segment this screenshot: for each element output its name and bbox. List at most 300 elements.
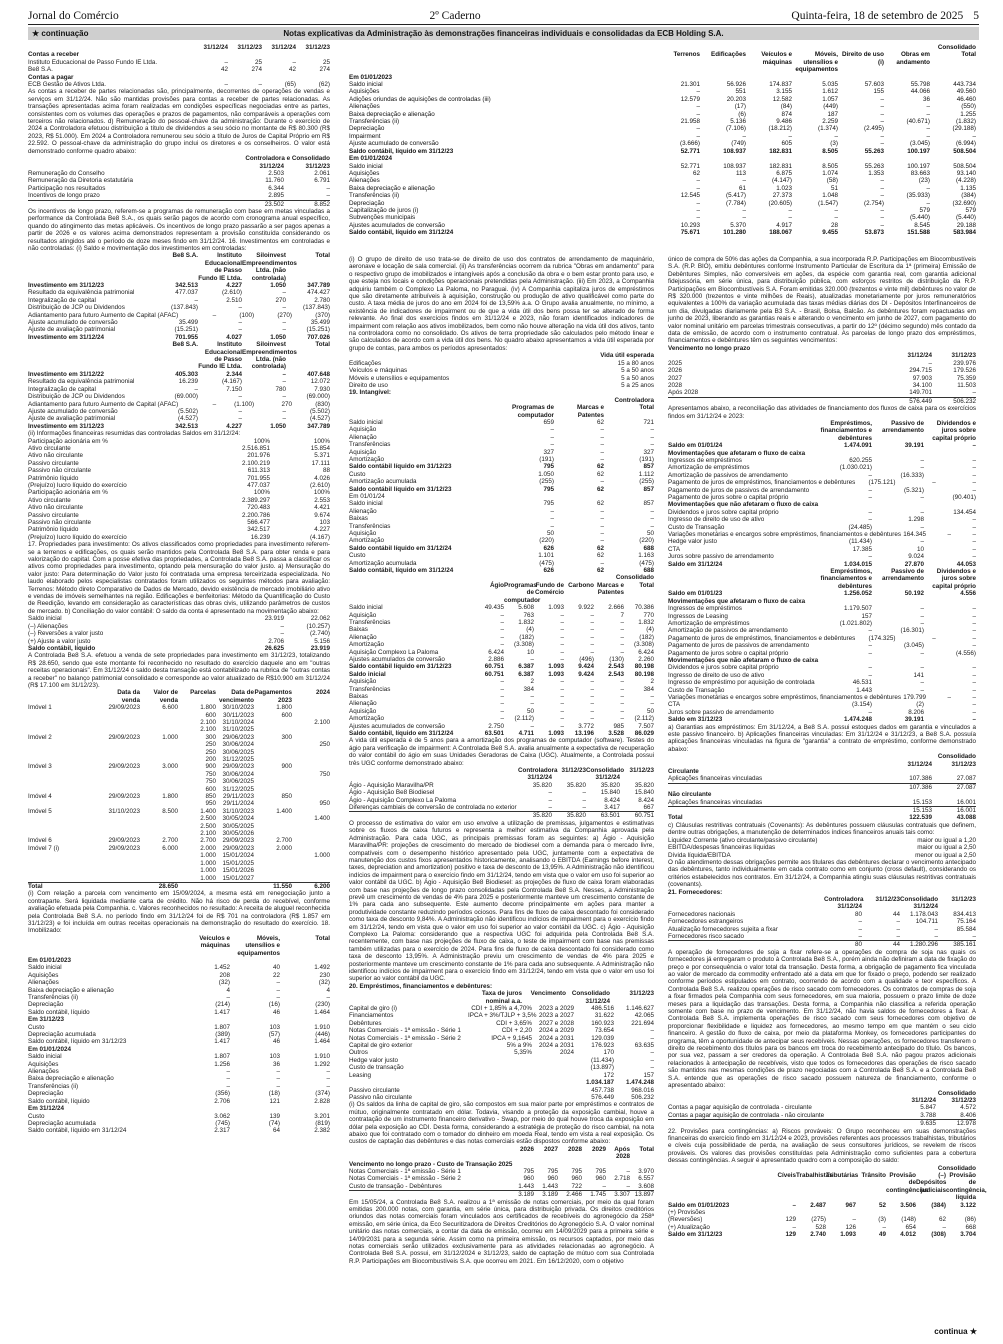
row-label: Ingressos de empréstimos xyxy=(668,456,742,464)
loan-row xyxy=(349,1049,654,1056)
cell-value: 10 xyxy=(526,648,534,656)
cell-value: – xyxy=(560,715,564,723)
cell-value: 2.510 xyxy=(226,296,242,304)
cell-value: (29.188) xyxy=(952,125,976,133)
cell-value: 31/10/2023 xyxy=(108,807,140,815)
table-header-row xyxy=(28,689,330,704)
table-row xyxy=(28,415,330,422)
table-row xyxy=(28,1016,330,1023)
sale-property-label xyxy=(28,712,102,719)
sale-row xyxy=(28,741,330,748)
cell-value: – xyxy=(696,110,700,118)
cell-value: 1.163 xyxy=(638,552,654,560)
cell-value: 9.455 xyxy=(822,229,838,237)
table-column-header: 31/12/23 xyxy=(951,760,976,768)
row-label: Patrimônio líquido xyxy=(28,474,79,482)
cell-value: 2.503 xyxy=(268,169,284,177)
table-row xyxy=(28,489,330,496)
table-row xyxy=(349,515,654,522)
cell-value: – xyxy=(972,523,976,531)
table-row xyxy=(668,1224,976,1231)
row-label: Ativo não circulante xyxy=(28,452,83,460)
table-row xyxy=(668,598,976,605)
cell-value: 2.487 xyxy=(810,1201,826,1209)
sale-row xyxy=(28,867,330,874)
cell-value: 50 xyxy=(646,707,654,715)
cell-value: 294.715 xyxy=(909,367,932,375)
cell-value xyxy=(292,704,330,711)
table-row xyxy=(28,1001,330,1008)
consolidated-fixed-assets-table xyxy=(349,44,976,237)
cell-value xyxy=(946,1209,976,1216)
cell-value: – xyxy=(926,103,930,111)
row-label: Ingresso de direito de uso de ativo xyxy=(668,671,765,679)
cell-value: 4.421 xyxy=(314,504,330,512)
cell-value: 1.280.296 xyxy=(909,941,938,949)
cell-value xyxy=(280,1016,330,1023)
table-header-row xyxy=(668,420,976,442)
cell-value: (745) xyxy=(215,1119,230,1127)
cell-value: 83.663 xyxy=(910,169,930,177)
cell-value: 2.780 xyxy=(314,296,330,304)
row-label: 2026 xyxy=(668,367,683,375)
cell-value: 80.198 xyxy=(634,663,654,671)
sale-row xyxy=(28,749,330,756)
cell-value: – xyxy=(590,633,594,641)
cell-value: 42.065 xyxy=(634,1012,654,1020)
table-row xyxy=(668,360,976,367)
table-row xyxy=(349,641,654,648)
cell-value: 342.517 xyxy=(247,526,270,534)
cell-value: (819) xyxy=(315,1119,330,1127)
cell-value xyxy=(826,1209,856,1216)
table-row xyxy=(28,438,330,445)
cell-value: 620.255 xyxy=(849,456,872,464)
loan-description: Outros xyxy=(349,1049,368,1057)
cell-value: 1.745 xyxy=(590,1191,606,1199)
table-column-header: Data da venda xyxy=(117,689,140,704)
cell-value: 1.178.043 xyxy=(909,910,938,918)
cell-value xyxy=(280,1046,330,1053)
cell-value: – xyxy=(932,634,936,642)
cell-value xyxy=(884,74,930,81)
cell-value: 51 xyxy=(830,184,838,192)
row-label: Movimentações que afetaram o fluxo de caixa xyxy=(668,597,806,605)
cell-value: 967 xyxy=(845,1201,856,1209)
cell-value: 405.303 xyxy=(175,370,198,378)
row-label: Notas Comerciais - 1ª emissão - Série 2 xyxy=(349,1175,461,1183)
cell-value: 12.579 xyxy=(680,95,700,103)
cell-value: – xyxy=(650,522,654,530)
cell-value: 42 xyxy=(220,66,228,74)
cell-value xyxy=(102,867,140,874)
row-label: CTA xyxy=(668,701,681,709)
cell-value: 2.700 xyxy=(276,837,292,845)
table-row xyxy=(349,478,654,485)
row-label: Depreciação xyxy=(28,1001,64,1009)
cell-value: 3.307 xyxy=(614,1191,630,1199)
row-label: Transferências xyxy=(349,685,391,693)
cell-value: 2.706 xyxy=(268,637,284,645)
cell-value: – xyxy=(548,789,552,797)
cell-value: 327 xyxy=(543,448,554,456)
cell-value: 129.039 xyxy=(591,1034,614,1042)
cell-value: 960 xyxy=(595,1175,606,1183)
row-label: Transferências xyxy=(349,618,391,626)
cell-value: – xyxy=(224,81,228,89)
sale-total-row xyxy=(28,882,330,890)
cell-value xyxy=(254,800,292,807)
sale-property-label: Imóvel 3 xyxy=(28,763,52,771)
cell-value: 3.062 xyxy=(214,1112,230,1120)
table-row xyxy=(668,642,976,649)
table-row xyxy=(28,312,330,319)
row-label: Instituto Educacional de Passo Fundo IE Ltda. xyxy=(28,58,158,66)
cell-value: (15.251) xyxy=(174,326,198,334)
cell-value: – xyxy=(972,693,976,701)
cell-value: (356) xyxy=(215,1090,230,1098)
cell-value: – xyxy=(600,507,604,515)
table-row xyxy=(668,494,976,501)
row-label xyxy=(349,812,518,819)
cell-value: 1.093 xyxy=(548,663,564,671)
table-row xyxy=(28,972,330,979)
row-label: Liquidez Corrente (ativo circulante/passivo circulante) xyxy=(668,836,818,844)
row-label: Baixa depreciação e alienação xyxy=(349,184,435,192)
table-column-header: Programas de computador xyxy=(512,404,554,419)
table-row xyxy=(668,926,976,933)
cell-value: – xyxy=(500,685,504,693)
cell-value: – xyxy=(920,508,924,516)
row-label: Total xyxy=(668,814,683,822)
cell-value: 3.000 xyxy=(162,763,178,771)
sale-property-label xyxy=(28,875,102,882)
cell-value xyxy=(512,1161,536,1168)
cell-value: 270 xyxy=(281,400,293,408)
table-row xyxy=(668,561,976,568)
cell-value: 4.227 xyxy=(226,422,242,430)
row-label: Saldo inicial xyxy=(349,162,383,170)
cell-value: 795 xyxy=(571,1167,582,1175)
loan-rate: 5,35% xyxy=(514,1049,532,1057)
table-column-header: Total xyxy=(639,404,654,412)
row-label: Aquisições xyxy=(28,971,59,979)
table-row xyxy=(349,214,976,221)
table-header-row xyxy=(349,767,654,782)
cell-value: 3.704 xyxy=(960,1231,976,1239)
cell-value: 2.260 xyxy=(638,655,654,663)
cell-value: 35.820 xyxy=(634,781,654,789)
section-heading: Consolidado xyxy=(937,1089,976,1097)
table-row xyxy=(349,634,654,641)
table-row xyxy=(28,170,330,177)
table-row xyxy=(28,200,330,208)
cell-value: (137.843) xyxy=(171,304,198,312)
cell-value xyxy=(254,875,292,882)
cell-value: – xyxy=(868,649,872,657)
cell-value: – xyxy=(972,701,976,709)
row-label: Variações monetárias e encargos sobre empréstimos, financiamentos e debêntures xyxy=(668,693,901,701)
row-label: Vencimento no longo prazo - Custo de Transação 2025 xyxy=(349,1160,513,1168)
cell-value xyxy=(140,712,178,719)
cell-value: – xyxy=(582,804,586,812)
column-2 xyxy=(349,256,654,1328)
cell-value: 1.400 xyxy=(200,807,216,815)
loan-rate: IPCA + 9,1645 xyxy=(491,1034,532,1042)
cell-value xyxy=(820,450,872,457)
cell-value: (550) xyxy=(961,103,976,111)
row-label xyxy=(668,807,888,814)
table-column-header: Instituto Educacional de Passo Fundo IE Ltda. xyxy=(198,252,242,282)
cell-value xyxy=(292,712,330,719)
cell-value: – xyxy=(500,641,504,649)
row-label: Saldo contábil, líquido em 31/12/24 xyxy=(349,567,454,575)
cell-value: 26.625 xyxy=(264,644,284,652)
loan-row xyxy=(349,1005,654,1012)
cell-value: 126 xyxy=(845,1223,856,1231)
cell-value: 149.701 xyxy=(909,389,932,397)
section-heading: Vencimento no longo prazo xyxy=(668,344,751,352)
note-paragraph: 22. Provisões para contingências: a) Riscos prováveis: O Grupo reconheceu em suas demonstrações financeiras do exercício findo em 31/12/24 e 2023, provisões referentes aos processos trabalhistas, tributários e cíveis cuja possibilidade de perda, na avaliação de seus consultores jurídicos, se revelem de riscos prováveis. Os valores das provisões constituídas pela Administração como suficientes para a cobertura dessas contingências. A seguir é apresentado quadro com a composição do saldo: xyxy=(668,1127,976,1165)
row-label: Passivo não circulante xyxy=(28,519,92,526)
cell-value: – xyxy=(550,515,554,523)
cell-value: 1.000 xyxy=(200,852,216,860)
cell-value: – xyxy=(972,479,977,487)
cell-value xyxy=(140,786,178,793)
table-row xyxy=(349,367,654,374)
table-header-row xyxy=(28,44,330,51)
table-row xyxy=(28,66,330,73)
table-column-header: 31/12/24 xyxy=(907,760,932,768)
table-row xyxy=(28,645,330,652)
cell-value: 43.088 xyxy=(956,814,976,822)
cell-value: – xyxy=(920,686,924,694)
table-row xyxy=(349,797,654,804)
cell-value: 31/10/2024 xyxy=(222,718,254,726)
cell-value xyxy=(296,74,330,81)
table-row xyxy=(349,456,654,463)
row-label: Em 01/01/2023 xyxy=(349,73,393,81)
table-row xyxy=(668,605,976,612)
cell-value: 20.203 xyxy=(726,95,746,103)
cell-value: – xyxy=(500,618,504,626)
cell-value: – xyxy=(858,925,862,933)
table-header-row xyxy=(349,582,654,604)
table-row xyxy=(28,408,330,415)
cell-value: 750 xyxy=(205,770,216,778)
cell-value xyxy=(254,786,292,793)
row-label: Ativo circulante xyxy=(28,444,71,452)
table-header-spacer xyxy=(349,1146,510,1161)
cell-value: 151.588 xyxy=(907,229,930,237)
sale-row xyxy=(28,815,330,822)
row-label: Ágio - Aquisição Complexo La Paloma xyxy=(349,796,457,804)
cell-value: 62 xyxy=(692,169,700,177)
cell-value: (11.434) xyxy=(849,538,872,546)
cell-value: 250 xyxy=(205,741,216,749)
cell-value: 15/01/2025 xyxy=(222,859,254,867)
cell-value xyxy=(140,778,178,785)
cell-value: 857 xyxy=(643,485,654,493)
table-header-row xyxy=(668,352,976,359)
cell-value: 11.503 xyxy=(957,381,976,389)
table-row xyxy=(668,382,976,389)
cell-value: 508.504 xyxy=(953,162,976,170)
table-row xyxy=(668,1112,976,1119)
sale-property-label xyxy=(28,815,102,822)
cell-value: – xyxy=(947,531,951,539)
table-row xyxy=(668,657,976,664)
cell-value: 4.917 xyxy=(776,221,792,229)
sale-property-label xyxy=(28,852,102,859)
cell-value: – xyxy=(590,692,594,700)
table-row xyxy=(349,723,654,730)
table-column-header: Total xyxy=(639,1145,654,1153)
row-label: Contas a receber xyxy=(28,51,80,59)
cell-value: – xyxy=(696,177,700,185)
table-column-header: Dividendos e juros sobre capital próprio xyxy=(932,568,976,590)
cell-value: (32) xyxy=(218,979,230,987)
table-row xyxy=(28,615,330,622)
cell-value: – xyxy=(600,559,604,567)
table-row xyxy=(349,649,654,656)
table-row xyxy=(28,326,330,333)
loan-row xyxy=(349,1057,654,1064)
table-row xyxy=(349,671,654,678)
cell-value: – xyxy=(972,671,976,679)
row-label: Remuneração do Conselho xyxy=(28,169,105,177)
cell-value xyxy=(292,749,330,756)
table-column-header: Parcelas xyxy=(190,689,216,697)
table-row xyxy=(668,844,976,851)
cell-value: 30/05/2025 xyxy=(222,822,254,830)
cell-value: 107.386 xyxy=(909,775,932,783)
table-row xyxy=(668,852,976,859)
total-label: Total xyxy=(28,882,43,890)
cell-value: (3.308) xyxy=(634,641,654,649)
row-label: Patrimônio líquido xyxy=(28,526,79,534)
table-row xyxy=(349,1190,654,1198)
table-row xyxy=(668,397,976,405)
table-row xyxy=(349,471,654,478)
cell-value: 28 xyxy=(830,221,838,229)
table-row xyxy=(668,457,976,464)
cell-value: 1.256 xyxy=(214,1060,230,1068)
cell-value: 3.189 xyxy=(542,1191,558,1199)
cell-value xyxy=(254,749,292,756)
row-label: Saldo em 31/12/23 xyxy=(668,1231,723,1239)
cell-value xyxy=(607,1161,631,1168)
cell-value xyxy=(230,1046,280,1053)
cell-value xyxy=(254,830,292,837)
row-label: Alienação xyxy=(349,633,377,641)
cell-value: – xyxy=(972,679,976,687)
cell-value: – xyxy=(560,633,564,641)
table-row xyxy=(668,635,976,642)
table-column-header: Veículos e máquinas xyxy=(199,934,230,950)
cell-value: – xyxy=(858,932,862,940)
table-column-header: 31/12/23 xyxy=(305,162,330,170)
cell-value xyxy=(102,852,140,859)
cell-value: (58) xyxy=(826,177,838,185)
sale-row xyxy=(28,875,330,882)
table-row xyxy=(349,96,976,103)
cell-value: (384) xyxy=(931,1201,946,1209)
cell-value: – xyxy=(226,994,230,1001)
table-row xyxy=(28,423,330,430)
cell-value xyxy=(630,1161,654,1168)
cell-value: 28.650 xyxy=(158,882,178,890)
cell-value: 985 xyxy=(613,722,624,730)
cell-value: – xyxy=(560,678,564,686)
cell-value: 39.191 xyxy=(904,442,924,450)
cell-value: (1.832) xyxy=(956,118,976,126)
row-label: Saldo em 01/01/23 xyxy=(668,590,723,598)
cell-value: 1.292 xyxy=(314,1060,330,1068)
cell-value xyxy=(140,875,178,882)
table-row xyxy=(349,140,976,147)
cell-value: – xyxy=(326,994,330,1001)
note-paragraph: Os incentivos de longo prazo, referem-se a programas de remuneração com base em metas vinculadas a performance da Controlada Be8 S.A., os quais serão pagos de acordo com cronograma anual específico, quando do atingimento das metas aplicáveis. Os incentivos de longo prazo passarão a ser pagos apenas a partir de 2026 e os valores acima demonstrados representam a provisão constituída considerando os resultados atingidos até o período de doze meses findo em 31/12/24. 16. Investimentos em controladas e não controladas: (i) Saldo e movimentação dos investimentos em controladas: xyxy=(28,207,330,252)
cell-value: – xyxy=(500,626,504,634)
cell-value: 6.557 xyxy=(638,1175,654,1183)
cell-value: 1.832 xyxy=(518,618,534,626)
table-column-header: Consolidado 31/12/24 xyxy=(586,767,625,782)
cell-value: – xyxy=(696,88,700,96)
table-column-header: Instituto Educacional de Passo Fundo IE Ltda. xyxy=(198,341,242,371)
cell-value: 2.061 xyxy=(314,169,330,177)
cell-value: 960 xyxy=(571,1175,582,1183)
table-header-spacer xyxy=(349,404,504,419)
row-label: Movimentações que não afetaram o fluxo de caixa xyxy=(668,656,819,664)
cell-value: – xyxy=(696,214,700,222)
cell-value xyxy=(254,815,292,822)
table-row xyxy=(668,524,976,531)
cell-value: 23.919 xyxy=(264,615,284,623)
cell-value: 1.417 xyxy=(214,1038,230,1046)
cell-value: 121 xyxy=(269,1097,280,1105)
cell-value: 668 xyxy=(965,1223,976,1231)
table-row xyxy=(349,133,976,140)
cell-value xyxy=(280,957,330,964)
cell-value: 103 xyxy=(319,519,330,526)
sale-property-label xyxy=(28,786,102,793)
sale-row xyxy=(28,793,330,800)
row-label: Hedge valor justo xyxy=(668,538,718,546)
cell-value: 80 xyxy=(854,910,862,918)
table-row xyxy=(668,687,976,694)
cell-value: 29/09/2023 xyxy=(108,844,140,852)
table-row xyxy=(28,1031,330,1038)
cell-value: 22.062 xyxy=(310,615,330,623)
row-label: Ajuste acumulado de conversão xyxy=(28,407,118,415)
row-label xyxy=(668,784,888,791)
cell-value: 35.820 xyxy=(566,781,586,789)
cell-value: 9.922 xyxy=(578,604,594,612)
cell-value: 528 xyxy=(815,1223,826,1231)
cell-value: 659 xyxy=(543,418,554,426)
cell-value xyxy=(180,1046,230,1053)
cell-value: 1.910 xyxy=(314,1023,330,1031)
table-column-header: 31/12/23 xyxy=(237,44,262,51)
cell-value: – xyxy=(600,537,604,545)
cell-value: – xyxy=(868,471,872,479)
table-row xyxy=(349,177,976,184)
table-row xyxy=(28,497,330,504)
table-row xyxy=(668,918,976,925)
cell-value xyxy=(194,51,228,58)
cell-value: – xyxy=(868,708,872,716)
